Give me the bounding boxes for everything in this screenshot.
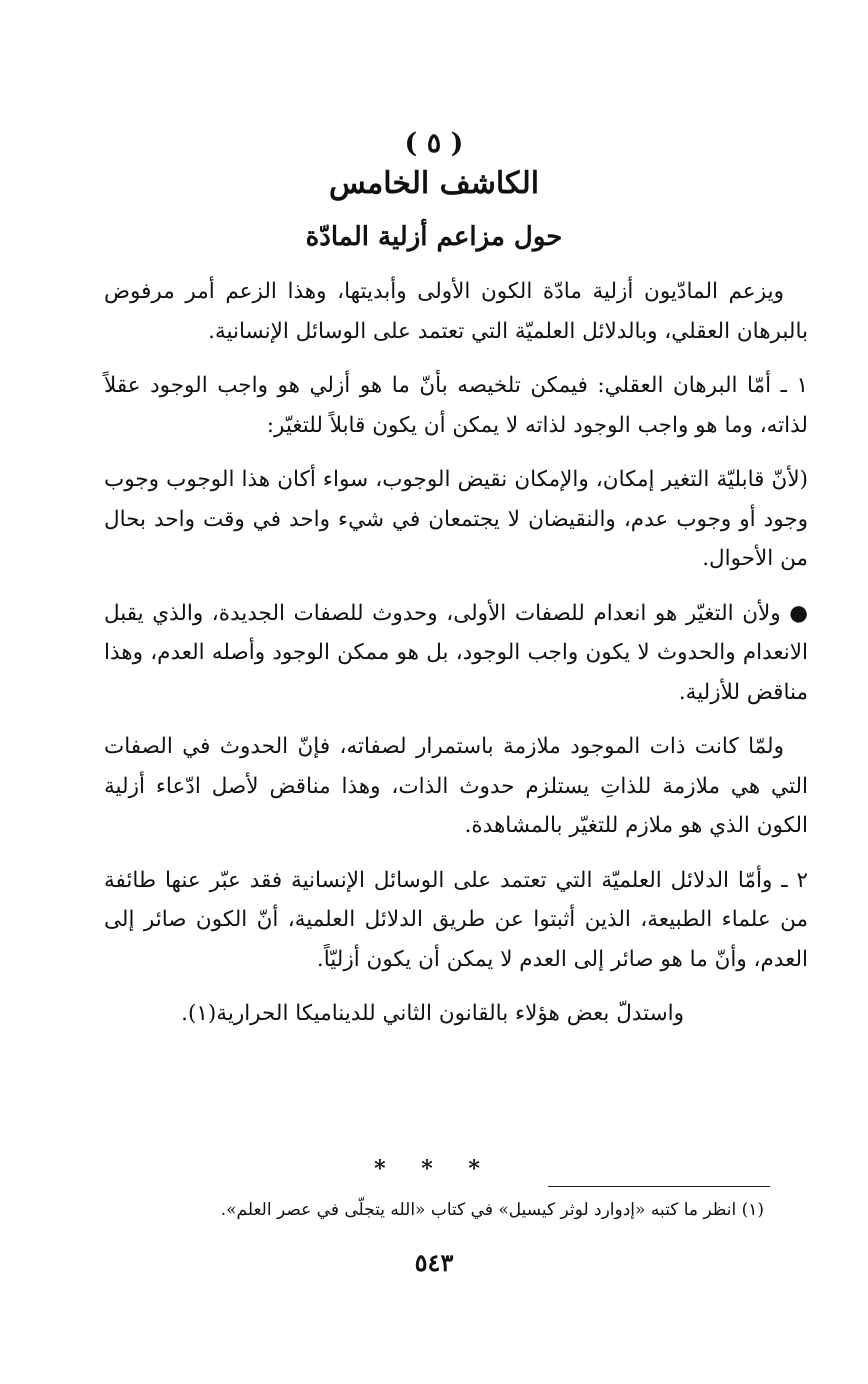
chapter-number: ( ٥ ) — [404, 128, 464, 159]
paragraph-essence: ولمّا كانت ذات الموجود ملازمة باستمرار لصفاته، فإنّ الحدوث في الصفات التي هي ملازمة للذاتِ يستلزم حدوث الذات، وهذا مناقض لأصل ادّعاء أزلية الكون الذي هو ملازم للتغيّر بالمشاهدة. — [104, 734, 808, 838]
paragraph-possibility: (لأنّ قابليّة التغير إمكان، والإمكان نقيض الوجوب، سواء أكان هذا الوجوب وجوب وجود أو وجوب عدم، والنقيضان لا يجتمعان في شيء واحد في وقت واحد بحال من الأحوال. — [104, 467, 808, 571]
page-number: ٥٤٣ — [414, 1248, 454, 1277]
paragraph-scientific-evidence: ٢ ـ وأمّا الدلائل العلميّة التي تعتمد على الوسائل الإنسانية فقد عبّر عنها طائفة من علماء الطبيعة، الذين أثبتوا عن طريق الدلائل العلمية، أنّ الكون صائر إلى العدم، وأنّ ما هو صائر إلى العدم لا يمكن أن يكون أزليّاً. — [104, 867, 808, 972]
paragraph-rational-proof: ١ ـ أمّا البرهان العقلي: فيمكن تلخيصه بأنّ ما هو أزلي هو واجب الوجود عقلاً لذاته، وما هو واجب الوجود لذاته لا يمكن أن يكون قابلاً للتغيّر: — [104, 373, 808, 438]
section-separator: * * * — [374, 1156, 494, 1182]
paragraph-change: ● ولأن التغيّر هو انعدام للصفات الأولى، وحدوث للصفات الجديدة، والذي يقبل الانعدام والحدوث لا يكون واجب الوجود، بل هو ممكن الوجود وأصله العدم، وهذا مناقض للأزلية. — [104, 600, 808, 705]
paragraph-thermodynamics: واستدلّ بعض هؤلاء بالقانون الثاني للديناميكا الحرارية(١). — [181, 1001, 684, 1026]
footnote-divider — [548, 1186, 770, 1187]
paragraph-intro: ويزعم المادّيون أزلية مادّة الكون الأولى وأبديتها، وهذا الزعم أمر مرفوض بالبرهان العقلي، وبالدلائل العلميّة التي تعتمد على الوسائل الإنسانية. — [104, 279, 808, 344]
body-text — [104, 272, 808, 1034]
chapter-title: الكاشف الخامس — [328, 166, 540, 201]
footnote: (١) انظر ما كتبه «إدوارد لوثر كيسيل» في كتاب «الله يتجلّى في عصر العلم». — [220, 1200, 764, 1220]
section-title: حول مزاعم أزلية المادّة — [305, 222, 563, 252]
